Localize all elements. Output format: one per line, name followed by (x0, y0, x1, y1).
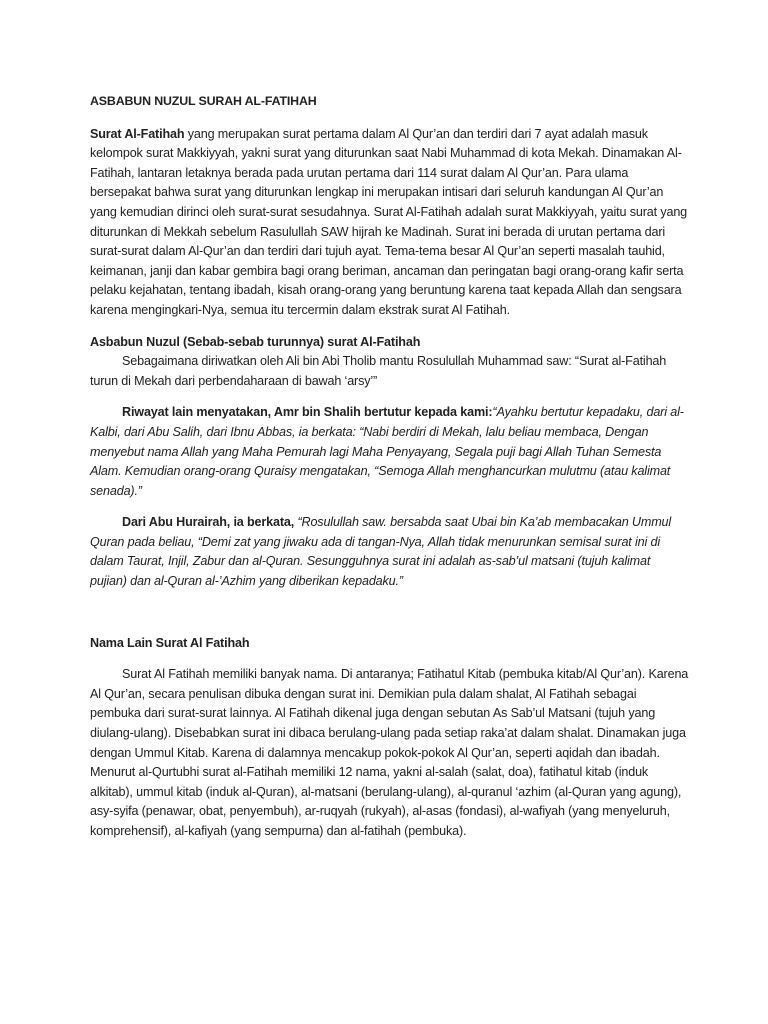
section-heading-nama-lain: Nama Lain Surat Al Fatihah (90, 635, 250, 650)
intro-paragraph (90, 125, 690, 321)
amr-lead: Riwayat lain menyatakan, Amr bin Shalih bertutur kepada kami: (122, 405, 493, 420)
spacer (90, 604, 690, 634)
section1-paragraph-ali: Sebagaimana diriwatkan oleh Ali bin Abi Tholib mantu Rosulullah Muhammad saw: “Surat al-Fatihah turun di Mekah dari perbendaharaan di bawah ‘arsy’” (90, 354, 667, 388)
intro-text: yang merupakan surat pertama dalam Al Qur’an dan terdiri dari 7 ayat adalah masuk kelompok surat Makkiyyah, yakni surat yang diturunkan saat Nabi Muhammad di kota Mekah. Dinamakan Al-Fatihah, lantaran letaknya berada pada urutan pertama dari 114 surat dalam Al Qur’an. Para ulama bersepakat bahwa surat yang diturunkan lengkap ini merupakan intisari dari seluruh kandungan Al Qur’an yang kemudian dirinci oleh surat-surat sesudahnya. Surat Al-Fatihah adalah surat Makkiyyah, yaitu surat yang diturunkan di Mekkah sebelum Rasulullah SAW hijrah ke Madinah. Surat ini berada di urutan pertama dari surat-surat dalam Al-Qur’an dan terdiri dari tujuh ayat. Tema-tema besar Al Qur’an seperti masalah tauhid, keimanan, janji dan kabar gembira bagi orang beriman, ancaman dan peringatan bagi orang-orang kafir serta pelaku kejahatan, tentang ibadah, kisah orang-orang yang beruntung karena taat kepada Allah dan sengsara karena mengingkari-Nya, semua itu tercermin dalam ekstrak surat Al Fatihah. (90, 126, 688, 317)
document-page (90, 92, 690, 854)
intro-lead: Surat Al-Fatihah (90, 126, 185, 141)
section-heading-asbabun-nuzul: Asbabun Nuzul (Sebab-sebab turunnya) surat Al-Fatihah (90, 334, 421, 349)
document-title: ASBABUN NUZUL SURAH AL-FATIHAH (90, 94, 317, 108)
section1-paragraph-amr (90, 403, 690, 501)
abu-hurairah-quote: “Rosulullah saw. bersabda saat Ubai bin Ka’ab membacakan Ummul Quran pada beliau, “Demi zat yang jiwaku ada di tangan-Nya, Allah tidak menurunkan semisal surat ini di dalam Taurat, Injil, Zabur dan al-Quran. Sesungguhnya surat ini adalah as-sab’ul matsani (tujuh kalimat pujian) dan al-Quran al-’Azhim yang diberikan kepadaku.” (90, 515, 672, 589)
section2-paragraph: Surat Al Fatihah memiliki banyak nama. Di antaranya; Fatihatul Kitab (pembuka kitab/Al Qur’an). Karena Al Qur’an, secara penulisan dibuka dengan surat ini. Demikian pula dalam shalat, Al Fatihah sebagai pembuka dari surat-surat lainnya. Al Fatihah dikenal juga dengan sebutan As Sab’ul Matsani (tujuh yang diulang-ulang). Disebabkan surat ini dibaca berulang-ulang pada setiap raka’at dalam shalat. Dinamakan juga dengan Ummul Kitab. Karena di dalamnya mencakup pokok-pokok Al Qur’an, seperti aqidah dan ibadah. Menurut al-Qurtubhi surat al-Fatihah memiliki 12 nama, yakni al-salah (salat, doa), fatihatul kitab (induk alkitab), ummul kitab (induk al-Quran), al-matsani (berulang-ulang), al-quranul ‘azhim (al-Quran yang agung), asy-syifa (penawar, obat, penyembuh), ar-ruqyah (rukyah), al-asas (fondasi), al-wafiyah (yang menyeluruh, komprehensif), al-kafiyah (yang sempurna) dan al-fatihah (pembuka). (90, 667, 689, 838)
amr-quote: “Ayahku bertutur kepadaku, dari al-Kalbi, dari Abu Salih, dari Ibnu Abbas, ia berkata: “Nabi berdiri di Mekah, lalu beliau membaca, Dengan menyebut nama Allah yang Maha Pemurah lagi Maha Penyayang, Segala puji bagi Allah Tuhan Semesta Alam. Kemudian orang-orang Quraisy mengatakan, “Semoga Allah menghancurkan mulutmu (atau kalimat senada).” (90, 405, 684, 498)
abu-hurairah-lead: Dari Abu Hurairah, ia berkata, (122, 515, 298, 530)
section1-paragraph-abu-hurairah (90, 513, 690, 591)
